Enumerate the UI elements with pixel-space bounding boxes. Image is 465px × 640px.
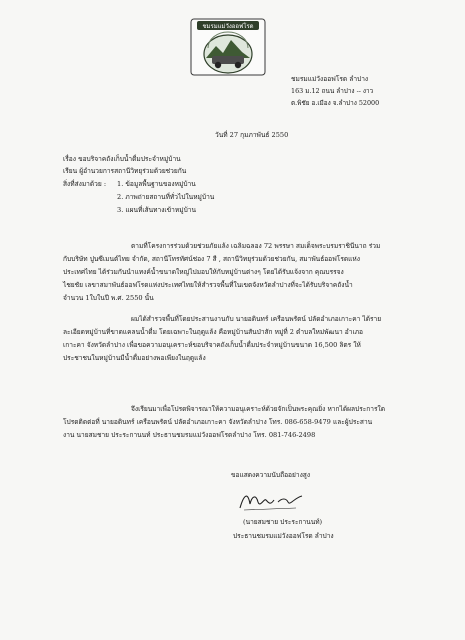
body-line: ไชยชัย เลขาสมาพันธ์ออฟโรดแห่งประเทศไทยให้สำรวจพื้นที่ในเขตจังหวัดลำปางที่จะได้รับบริจาคถังน้ำ <box>63 281 353 289</box>
body-line: ประเทศไทย ได้ร่วมกันนำแทงค์น้ำขนาดใหญ่ไปมอบให้กับหมู่บ้านต่างๆ โดยได้รับแจ้งจาก คุณบรรจง <box>63 268 344 276</box>
letter-recipient: เรียน ผู้อำนวยการสถานีวิทยุร่วมด้วยช่วยกัน <box>63 167 187 175</box>
body-line: ตามที่โครงการร่วมด้วยช่วยภัยแล้ง เฉลิมฉลอง 72 พรรษา สมเด็จพระบรมราชินีนาถ ร่วม <box>131 242 381 250</box>
closing-regards: ขอแสดงความนับถืออย่างสูง <box>231 471 311 479</box>
body-line: ผมได้สำรวจพื้นที่โดยประสานงานกับ นายอดินทร์ เครือนพรัตน์ ปลัดอำเภอเกาะคา ได้ราย <box>131 315 382 323</box>
enclosure-item: 3. แผนที่เส้นทางเข้าหมู่บ้าน <box>117 206 196 214</box>
body-line: งาน นายสมชาย ประระกานนท์ ประธานชมรมแม่วังออฟโรดลำปาง โทร. 081-746-2498 <box>63 431 316 439</box>
address-line-2: ต.พิชัย อ.เมือง จ.ลำปาง 52000 <box>291 99 380 107</box>
letter-date: วันที่ 27 กุมภาพันธ์ 2550 <box>215 131 289 139</box>
club-logo <box>190 18 266 76</box>
body-line: กับบริษัท ปูนซีเมนต์ไทย จำกัด, สถานีโทรทัศน์ช่อง 7 สี , สถานีวิทยุร่วมด้วยช่วยกัน, สมาพันธ์ออฟโรดแห่ง <box>63 255 360 263</box>
signature-mark <box>236 488 306 514</box>
signatory-name: (นายสมชาย ประระกานนท์) <box>243 518 323 526</box>
body-line: จำนวน 1ใบในปี พ.ศ. 2550 นั้น <box>63 294 154 302</box>
enclosures-label: สิ่งที่ส่งมาด้วย : <box>63 180 107 188</box>
letter-subject: เรื่อง ขอบริจาคถังเก็บน้ำดื่มประจำหมู่บ้าน <box>63 155 181 163</box>
org-name: ชมรมแม่วังออฟโรด ลำปาง <box>291 75 369 83</box>
signatory-position: ประธานชมรมแม่วังออฟโรด ลำปาง <box>233 532 334 540</box>
body-line: ประชาชนในหมู่บ้านมีน้ำดื่มอย่างพอเพียงในฤดูแล้ง <box>63 354 206 362</box>
enclosure-item: 2. ภาพถ่ายสถานที่ทั่วไปในหมู่บ้าน <box>117 193 215 201</box>
address-line-1: 163 ม.12 ถนน ลำปาง -- งาว <box>291 87 374 95</box>
logo-banner-text: ชมรมแม่วังออฟโรด <box>202 23 254 30</box>
body-line: โปรดติดต่อที่ นายอดินทร์ เครือนพรัตน์ ปลัดอำเภอเกาะคา จังหวัดลำปาง โทร. 086-658-9479 และผู้ประสาน <box>63 418 373 426</box>
enclosure-item: 1. ข้อมูลพื้นฐานของหมู่บ้าน <box>117 180 196 188</box>
body-line: ละเอียดหมู่บ้านที่ขาดแคลนน้ำดื่ม โดยเฉพาะในฤดูแล้ง คือหมู่บ้านสันป่าสัก หมู่ที่ 2 ตำบลใหม่พัฒนา อำเภอ <box>63 328 364 336</box>
body-line: จึงเรียนมาเพื่อโปรดพิจารณาให้ความอนุเคราะห์ด้วยจักเป็นพระคุณยิ่ง หากได้ผลประการใด <box>131 405 386 413</box>
body-line: เกาะคา จังหวัดลำปาง เพื่อขอความอนุเคราะห์ขอบริจาคถังเก็บน้ำดื่มประจำหมู่บ้านขนาด 16,500 ลิตร ให้ <box>63 341 361 349</box>
